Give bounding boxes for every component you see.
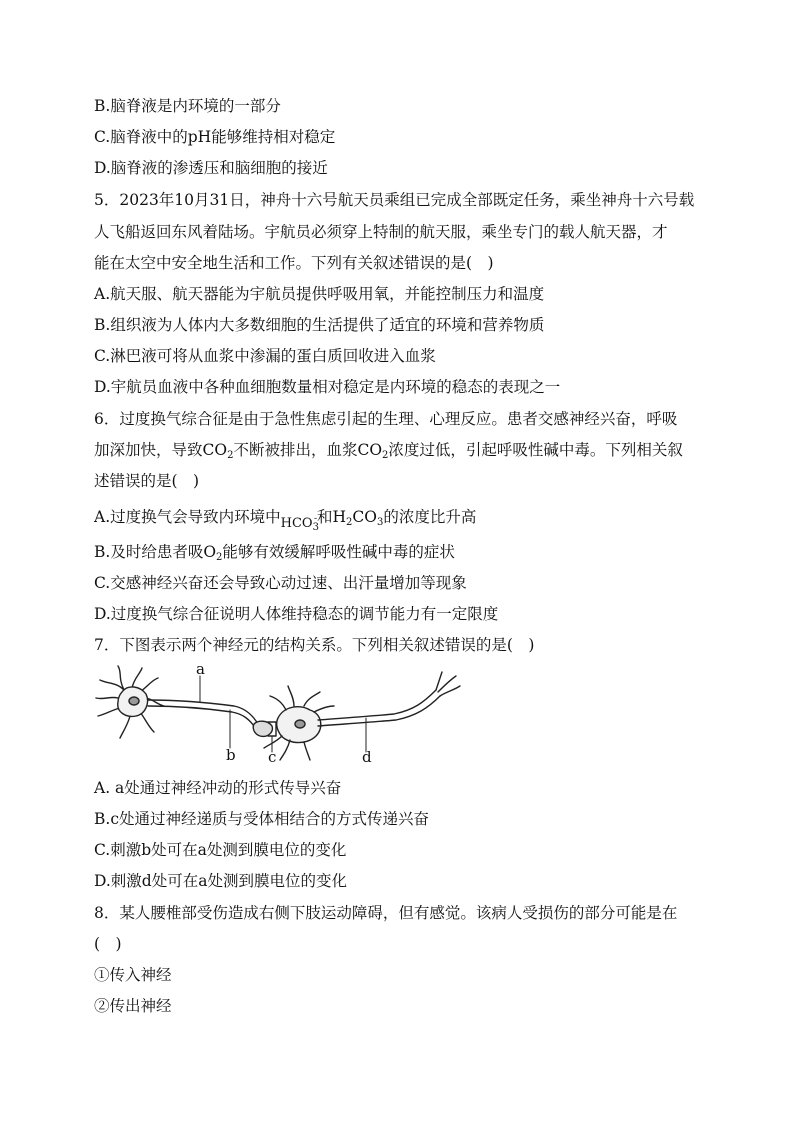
q5-stem-line-1: 5．2023年10月31日，神舟十六号航天员乘组已完成全部既定任务，乘坐神舟十六号载 xyxy=(94,191,695,209)
bicarbonate-formula: HCO3- xyxy=(280,514,319,533)
q6-option-b: B.及时给患者吸$O_2$能够有效缓解呼吸性碱中毒的症状 xyxy=(94,543,455,563)
q6-stem-line-2: 加深加快，导致$CO_2$不断被排出，血浆$CO_2$浓度过低，引起呼吸性碱中毒。下列相关叙 xyxy=(94,441,683,461)
q5-option-c: C.淋巴液可将从血浆中渗漏的蛋白质回收进入血浆 xyxy=(94,347,436,365)
q7-option-d: D.刺激d处可在a处测到膜电位的变化 xyxy=(94,872,347,890)
q7-stem: 7．下图表示两个神经元的结构关系。下列相关叙述错误的是( ) xyxy=(94,636,535,654)
label-b: b xyxy=(226,746,236,764)
label-d: d xyxy=(362,748,372,766)
label-c: c xyxy=(268,748,277,766)
q4-option-c: C.脑脊液中的pH能够维持相对稳定 xyxy=(94,128,336,146)
neuron-diagram xyxy=(94,662,466,766)
q6-stem-line-3: 述错误的是( ) xyxy=(94,472,200,490)
q6-option-a: A.过度换气会导致内环境中$_{HCO_3^-}$和$H_2CO_3$的浓度比升高 xyxy=(94,508,477,533)
q6-option-d: D.过度换气综合征说明人体维持稳态的调节能力有一定限度 xyxy=(94,605,499,623)
q4-option-b: B.脑脊液是内环境的一部分 xyxy=(94,97,281,115)
q6-option-c: C.交感神经兴奋还会导致心动过速、出汗量增加等现象 xyxy=(94,574,467,592)
q4-option-d: D.脑脊液的渗透压和脑细胞的接近 xyxy=(94,159,328,177)
q6-stem-line-1: 6．过度换气综合征是由于急性焦虑引起的生理、心理反应。患者交感神经兴奋，呼吸 xyxy=(94,410,678,428)
q5-option-d: D.宇航员血液中各种血细胞数量相对稳定是内环境的稳态的表现之一 xyxy=(94,378,561,396)
q5-option-a: A.航天服、航天器能为宇航员提供呼吸用氧，并能控制压力和温度 xyxy=(94,285,545,303)
q7-option-a: A. a处通过神经冲动的形式传导兴奋 xyxy=(94,779,342,797)
q8-option-2: ②传出神经 xyxy=(94,997,172,1015)
q5-option-b: B.组织液为人体内大多数细胞的生活提供了适宜的环境和营养物质 xyxy=(94,316,545,334)
q8-stem-line-2: ( ) xyxy=(94,935,122,953)
q5-stem-line-2: 人飞船返回东风着陆场。宇航员必须穿上特制的航天服，乘坐专门的载人航天器，才 xyxy=(94,223,668,241)
label-a: a xyxy=(196,662,205,678)
q8-option-1: ①传入神经 xyxy=(94,966,172,984)
q7-option-b: B.c处通过神经递质与受体相结合的方式传递兴奋 xyxy=(94,810,429,828)
q8-stem-line-1: 8．某人腰椎部受伤造成右侧下肢运动障碍，但有感觉。该病人受损伤的部分可能是在 xyxy=(94,904,678,922)
q5-stem-line-3: 能在太空中安全地生活和工作。下列有关叙述错误的是( ) xyxy=(94,254,494,272)
q7-option-c: C.刺激b处可在a处测到膜电位的变化 xyxy=(94,841,347,859)
